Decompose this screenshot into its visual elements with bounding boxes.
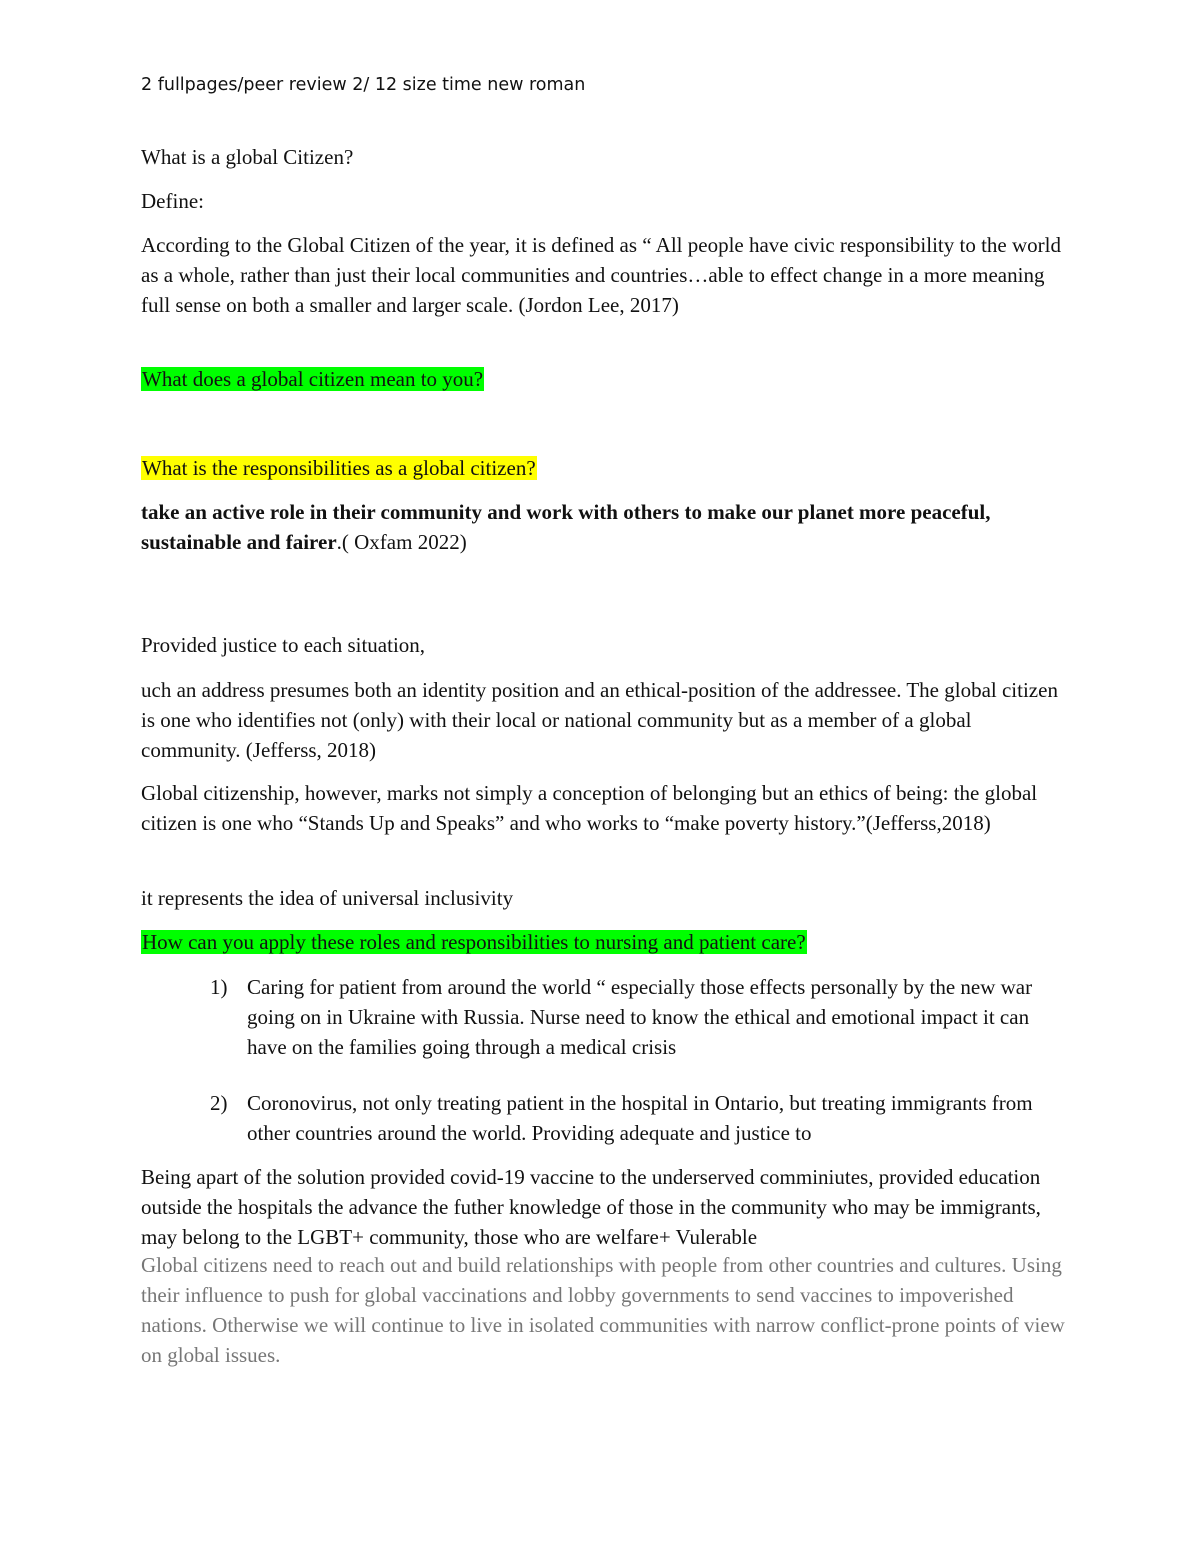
question-global-citizen: What is a global Citizen? [141, 145, 354, 169]
list-number: 1) [210, 975, 228, 999]
address-paragraph: uch an address presumes both an identity position and an ethical-position of the addressee. The global citizen is one who identifies not (only) with their local or national community but as a member of a global community. (Jefferss, 2018) [141, 678, 1058, 762]
define-label: Define: [141, 189, 204, 213]
question-meaning [141, 364, 1071, 394]
list-item-text: Coronovirus, not only treating patient in the hospital in Ontario, but treating immigrants from other countries around the world. Providing adequate and justice to [247, 1091, 1033, 1145]
question-responsibilities [141, 453, 1071, 483]
solution-paragraph: Being apart of the solution provided covid-19 vaccine to the underserved comminiutes, provided education outside the hospitals the advance the futher knowledge of those in the community who may be immigrants, may belong to the LGBT+ community, those who are welfare+ Vulerable [141, 1165, 1041, 1249]
definition-paragraph: According to the Global Citizen of the year, it is defined as “ All people have civic responsibility to the world as a whole, rather than just their local communities and countries…able to effect change in a more meaning full sense on both a smaller and larger scale. (Jordon Lee, 2017) [141, 233, 1062, 317]
yellow-highlight: What is the responsibilities as a global citizen? [142, 456, 536, 480]
responsibility-bold-text: take an active role in their community and work with others to make our planet more peaceful, sustainable and fairer [141, 500, 991, 554]
question-nursing [141, 927, 1071, 957]
green-highlight: How can you apply these roles and responsibilities to nursing and patient care? [142, 930, 806, 954]
header-note: 2 fullpages/peer review 2/ 12 size time new roman [141, 75, 586, 95]
list-item-text: Caring for patient from around the world “ especially those effects personally by the new war going on in Ukraine with Russia. Nurse need to know the ethical and emotional impact it can have on the families going through a medical crisis [247, 975, 1033, 1059]
list-number: 2) [210, 1091, 228, 1115]
responsibility-answer [141, 497, 1071, 557]
inclusivity-paragraph: it represents the idea of universal inclusivity [141, 886, 514, 910]
gray-paragraph: Global citizens need to reach out and build relationships with people from other countries and cultures. Using their influence to push for global vaccinations and lobby governments to send vaccines to impoverished nations. Otherwise we will continue to live in isolated communities with narrow conflict-prone points of view on global issues. [141, 1253, 1065, 1367]
citizenship-paragraph: Global citizenship, however, marks not simply a conception of belonging but an ethics of being: the global citizen is one who “Stands Up and Speaks” and who works to “make poverty history.”(Jefferss,2018) [141, 781, 1038, 835]
justice-paragraph: Provided justice to each situation, [141, 633, 426, 657]
responsibility-citation: .( Oxfam 2022) [336, 530, 467, 554]
green-highlight: What does a global citizen mean to you? [142, 367, 484, 391]
